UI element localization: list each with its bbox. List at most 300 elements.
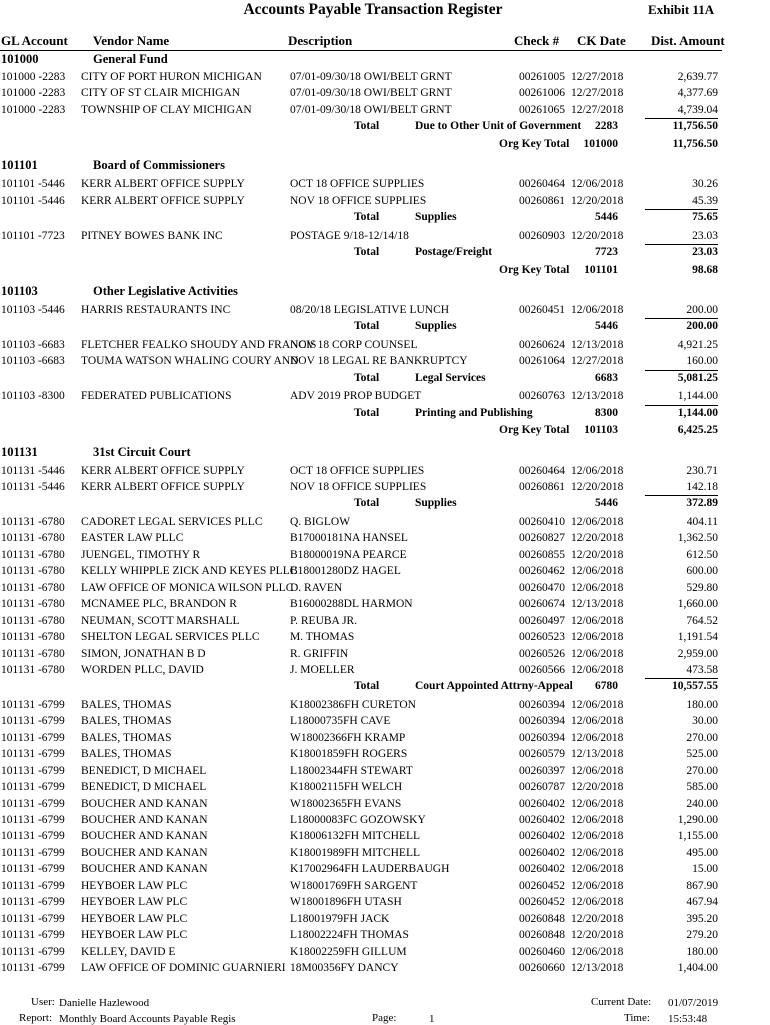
fund-code: 101000 bbox=[1, 52, 39, 66]
col-check: Check # bbox=[514, 33, 560, 48]
vendor-cell: TOUMA WATSON WHALING COURY AND bbox=[81, 355, 299, 368]
vendor-cell: KERR ALBERT OFFICE SUPPLY bbox=[81, 178, 245, 191]
amount-cell: 764.52 bbox=[686, 614, 718, 627]
gl-account-cell: 101131 -6780 bbox=[1, 663, 65, 676]
vendor-cell: BOUCHER AND KANAN bbox=[81, 830, 208, 843]
check-date-cell: 12/20/2018 bbox=[571, 929, 624, 942]
amount-cell: 23.03 bbox=[692, 229, 718, 242]
org-key-amount: 6,425.25 bbox=[677, 424, 718, 437]
report-label: Report: bbox=[19, 1012, 52, 1024]
description-cell: 07/01-09/30/18 OWI/BELT GRNT bbox=[290, 71, 452, 83]
vendor-cell: TOWNSHIP OF CLAY MICHIGAN bbox=[81, 103, 252, 116]
description-cell: K18002386FH CURETON bbox=[290, 698, 416, 711]
total-label: Total bbox=[354, 371, 380, 384]
current-date-label: Current Date: bbox=[591, 996, 652, 1008]
vendor-cell: NEUMAN, SCOTT MARSHALL bbox=[81, 614, 240, 627]
description-cell: B18000019NA PEARCE bbox=[290, 548, 407, 561]
check-number-cell: 00260827 bbox=[519, 532, 565, 545]
amount-cell: 15.00 bbox=[692, 863, 718, 876]
check-number-cell: 00261005 bbox=[519, 71, 565, 83]
vendor-cell: HEYBOER LAW PLC bbox=[81, 912, 188, 925]
gl-account-cell: 101103 -6683 bbox=[1, 338, 65, 351]
exhibit-label: Exhibit 11A bbox=[648, 2, 715, 17]
description-cell: B16000288DL HARMON bbox=[290, 598, 413, 611]
description-cell: W18001769FH SARGENT bbox=[290, 879, 418, 892]
check-number-cell: 00260566 bbox=[519, 663, 565, 676]
vendor-cell: MCNAMEE PLC, BRANDON R bbox=[81, 598, 237, 611]
check-date-cell: 12/06/2018 bbox=[571, 565, 624, 578]
check-number-cell: 00260464 bbox=[519, 464, 565, 477]
table-row bbox=[0, 845, 770, 861]
description-cell: K18002115FH WELCH bbox=[290, 781, 403, 794]
check-number-cell: 00260402 bbox=[519, 863, 565, 876]
org-key-amount: 11,756.50 bbox=[672, 137, 718, 150]
check-date-cell: 12/06/2018 bbox=[571, 464, 624, 477]
gl-account-cell: 101131 -6780 bbox=[1, 565, 65, 578]
gl-account-cell: 101131 -6799 bbox=[1, 748, 65, 761]
description-cell: W18001896FH UTASH bbox=[290, 896, 402, 909]
total-code: 5446 bbox=[595, 497, 618, 510]
table-row bbox=[0, 861, 770, 877]
amount-cell: 180.00 bbox=[686, 698, 718, 711]
description-cell: W18002366FH KRAMP bbox=[290, 731, 406, 744]
total-label: Total bbox=[354, 406, 380, 419]
amount-cell: 404.11 bbox=[686, 515, 718, 528]
vendor-cell: BOUCHER AND KANAN bbox=[81, 797, 208, 810]
amount-cell: 30.26 bbox=[692, 178, 718, 191]
check-date-cell: 12/06/2018 bbox=[571, 698, 624, 711]
description-cell: ADV 2019 PROP BUDGET bbox=[290, 390, 422, 403]
table-row bbox=[0, 779, 770, 795]
check-number-cell: 00260526 bbox=[519, 647, 565, 660]
amount-cell: 160.00 bbox=[686, 355, 718, 368]
check-number-cell: 00260861 bbox=[519, 481, 565, 493]
vendor-cell: HARRIS RESTAURANTS INC bbox=[81, 303, 231, 316]
description-cell: 07/01-09/30/18 OWI/BELT GRNT bbox=[290, 103, 452, 116]
report-title: Accounts Payable Transaction Register bbox=[243, 1, 503, 18]
check-number-cell: 00260579 bbox=[519, 748, 565, 761]
vendor-cell: BENEDICT, D MICHAEL bbox=[81, 764, 207, 777]
check-number-cell: 00260462 bbox=[519, 565, 565, 578]
vendor-cell: BALES, THOMAS bbox=[81, 748, 172, 761]
org-code: 101103 bbox=[1, 283, 38, 298]
check-date-cell: 12/20/2018 bbox=[571, 229, 624, 242]
amount-cell: 279.20 bbox=[686, 929, 718, 942]
check-date-cell: 12/06/2018 bbox=[571, 879, 624, 892]
table-row bbox=[0, 812, 770, 828]
org-name: Other Legislative Activities bbox=[93, 283, 238, 298]
check-date-cell: 12/13/2018 bbox=[571, 748, 624, 761]
check-number-cell: 00260470 bbox=[519, 581, 565, 594]
check-number-cell: 00260394 bbox=[519, 731, 565, 744]
object-total-row bbox=[0, 244, 770, 260]
table-row bbox=[0, 697, 770, 713]
org-key-code: 101101 bbox=[584, 263, 618, 276]
user-label: User: bbox=[31, 996, 55, 1008]
table-row bbox=[0, 302, 770, 318]
check-number-cell: 00260848 bbox=[519, 929, 565, 942]
total-amount: 75.65 bbox=[692, 211, 718, 224]
check-number-cell: 00260660 bbox=[519, 962, 565, 975]
check-number-cell: 00260903 bbox=[519, 229, 565, 242]
description-cell: D. RAVEN bbox=[290, 581, 343, 594]
object-total-row bbox=[0, 318, 770, 334]
table-row bbox=[0, 514, 770, 530]
vendor-cell: KERR ALBERT OFFICE SUPPLY bbox=[81, 464, 245, 477]
amount-cell: 180.00 bbox=[686, 945, 718, 958]
gl-account-cell: 101131 -6799 bbox=[1, 896, 65, 909]
current-time: 15:53:48 bbox=[668, 1013, 708, 1025]
description-cell: P. REUBA JR. bbox=[290, 614, 358, 627]
table-row bbox=[0, 596, 770, 612]
check-date-cell: 12/13/2018 bbox=[571, 962, 624, 975]
gl-account-cell: 101131 -6799 bbox=[1, 929, 65, 942]
table-row bbox=[0, 746, 770, 762]
check-date-cell: 12/06/2018 bbox=[571, 731, 624, 744]
total-code: 6780 bbox=[595, 680, 618, 693]
description-cell: W18002365FH EVANS bbox=[290, 797, 402, 810]
check-date-cell: 12/27/2018 bbox=[571, 355, 624, 368]
total-code: 8300 bbox=[595, 406, 618, 419]
check-date-cell: 12/06/2018 bbox=[571, 846, 624, 859]
check-date-cell: 12/06/2018 bbox=[571, 614, 624, 627]
vendor-cell: EASTER LAW PLLC bbox=[81, 532, 184, 545]
check-number-cell: 00260460 bbox=[519, 945, 565, 958]
gl-account-cell: 101000 -2283 bbox=[1, 103, 66, 116]
description-cell: OCT 18 OFFICE SUPPLIES bbox=[290, 178, 425, 191]
amount-cell: 395.20 bbox=[686, 912, 718, 925]
check-date-cell: 12/06/2018 bbox=[571, 797, 624, 810]
gl-account-cell: 101103 -8300 bbox=[1, 390, 65, 403]
gl-account-cell: 101131 -6799 bbox=[1, 846, 65, 859]
table-row bbox=[0, 69, 770, 85]
check-number-cell: 00260397 bbox=[519, 764, 565, 777]
table-row bbox=[0, 463, 770, 479]
check-number-cell: 00260497 bbox=[519, 614, 565, 627]
check-number-cell: 00260624 bbox=[519, 338, 565, 351]
description-cell: K18001859FH ROGERS bbox=[290, 748, 408, 761]
total-description: Printing and Publishing bbox=[415, 406, 533, 419]
total-label: Total bbox=[354, 120, 380, 133]
gl-account-cell: 101101 -5446 bbox=[1, 178, 65, 191]
check-date-cell: 12/20/2018 bbox=[571, 481, 624, 493]
description-cell: NOV 18 OFFICE SUPPLIES bbox=[290, 194, 427, 207]
table-row bbox=[0, 960, 770, 976]
description-cell: B18001280DZ HAGEL bbox=[290, 565, 401, 578]
total-amount: 372.89 bbox=[686, 497, 718, 510]
org-key-code: 101000 bbox=[583, 137, 618, 150]
check-date-cell: 12/13/2018 bbox=[571, 390, 624, 403]
amount-cell: 270.00 bbox=[686, 731, 718, 744]
check-date-cell: 12/06/2018 bbox=[571, 814, 624, 826]
total-description: Supplies bbox=[415, 320, 457, 333]
amount-cell: 529.80 bbox=[686, 581, 718, 594]
table-row bbox=[0, 353, 770, 369]
description-cell: K18006132FH MITCHELL bbox=[290, 830, 421, 843]
table-row bbox=[0, 530, 770, 546]
check-date-cell: 12/06/2018 bbox=[571, 715, 624, 728]
table-row bbox=[0, 193, 770, 209]
table-row bbox=[0, 547, 770, 563]
check-number-cell: 00260855 bbox=[519, 548, 565, 561]
description-cell: Q. BIGLOW bbox=[290, 515, 351, 528]
vendor-cell: CITY OF ST CLAIR MICHIGAN bbox=[81, 87, 241, 100]
total-code: 5446 bbox=[595, 320, 618, 333]
vendor-cell: KERR ALBERT OFFICE SUPPLY bbox=[81, 194, 245, 207]
check-number-cell: 00261065 bbox=[519, 103, 565, 116]
gl-account-cell: 101000 -2283 bbox=[1, 71, 66, 83]
amount-cell: 612.50 bbox=[686, 548, 718, 561]
col-gl-account: GL Account bbox=[1, 33, 68, 48]
description-cell: NOV 18 OFFICE SUPPLIES bbox=[290, 481, 427, 493]
table-row bbox=[0, 228, 770, 244]
table-row bbox=[0, 102, 770, 118]
check-date-cell: 12/06/2018 bbox=[571, 863, 624, 876]
amount-cell: 1,404.00 bbox=[677, 962, 718, 975]
total-description: Court Appointed Attrny-Appeal bbox=[415, 680, 573, 693]
amount-cell: 142.18 bbox=[686, 481, 718, 493]
amount-cell: 200.00 bbox=[686, 303, 718, 316]
object-total-row bbox=[0, 209, 770, 225]
amount-cell: 1,155.00 bbox=[677, 830, 718, 843]
fund-name: General Fund bbox=[93, 52, 168, 66]
gl-account-cell: 101131 -6799 bbox=[1, 962, 65, 975]
total-description: Supplies bbox=[415, 211, 457, 224]
check-date-cell: 12/13/2018 bbox=[571, 598, 624, 611]
total-amount: 1,144.00 bbox=[677, 406, 718, 419]
vendor-cell: HEYBOER LAW PLC bbox=[81, 879, 188, 892]
amount-cell: 1,191.54 bbox=[677, 631, 718, 644]
col-vendor-name: Vendor Name bbox=[93, 33, 170, 48]
col-ck-date: CK Date bbox=[577, 33, 626, 48]
object-total-row bbox=[0, 495, 770, 511]
gl-account-cell: 101131 -6780 bbox=[1, 614, 65, 627]
org-key-total-row bbox=[0, 262, 770, 278]
description-cell: 08/20/18 LEGISLATIVE LUNCH bbox=[290, 303, 450, 316]
vendor-cell: CITY OF PORT HURON MICHIGAN bbox=[81, 71, 262, 83]
description-cell: OCT 18 OFFICE SUPPLIES bbox=[290, 464, 425, 477]
vendor-cell: WORDEN PLLC, DAVID bbox=[81, 663, 204, 676]
gl-account-cell: 101131 -6799 bbox=[1, 830, 65, 843]
description-cell: 18M00356FY DANCY bbox=[290, 962, 399, 975]
gl-account-cell: 101131 -6799 bbox=[1, 879, 65, 892]
total-code: 5446 bbox=[595, 211, 618, 224]
check-number-cell: 00260410 bbox=[519, 515, 565, 528]
check-number-cell: 00260861 bbox=[519, 194, 565, 207]
total-amount: 23.03 bbox=[692, 246, 718, 259]
org-key-total-label: Org Key Total bbox=[499, 263, 570, 276]
check-number-cell: 00260402 bbox=[519, 846, 565, 859]
total-description: Legal Services bbox=[415, 371, 486, 384]
vendor-cell: KELLEY, DAVID E bbox=[81, 945, 176, 958]
check-date-cell: 12/06/2018 bbox=[571, 764, 624, 777]
gl-account-cell: 101131 -6799 bbox=[1, 945, 65, 958]
gl-account-cell: 101131 -6799 bbox=[1, 731, 65, 744]
org-key-code: 101103 bbox=[584, 424, 618, 437]
amount-cell: 270.00 bbox=[686, 764, 718, 777]
total-code: 6683 bbox=[595, 371, 618, 384]
check-number-cell: 00260402 bbox=[519, 830, 565, 843]
vendor-cell: CADORET LEGAL SERVICES PLLC bbox=[81, 515, 263, 528]
description-cell: M. THOMAS bbox=[290, 631, 355, 644]
amount-cell: 495.00 bbox=[686, 846, 718, 859]
check-date-cell: 12/06/2018 bbox=[571, 663, 624, 676]
description-cell: J. MOELLER bbox=[290, 663, 355, 676]
gl-account-cell: 101131 -6799 bbox=[1, 715, 65, 728]
total-label: Total bbox=[354, 497, 380, 510]
check-number-cell: 00260674 bbox=[519, 598, 565, 611]
total-code: 7723 bbox=[595, 246, 618, 259]
amount-cell: 1,290.00 bbox=[677, 814, 718, 826]
total-label: Total bbox=[354, 246, 380, 259]
description-cell: L18001979FH JACK bbox=[290, 912, 390, 925]
col-description: Description bbox=[288, 33, 353, 48]
description-cell: NOV 18 LEGAL RE BANKRUPTCY bbox=[290, 355, 468, 368]
vendor-cell: PITNEY BOWES BANK INC bbox=[81, 229, 223, 242]
gl-account-cell: 101131 -6780 bbox=[1, 647, 65, 660]
table-row bbox=[0, 828, 770, 844]
check-number-cell: 00260523 bbox=[519, 631, 565, 644]
check-number-cell: 00260402 bbox=[519, 814, 565, 826]
org-key-total-row bbox=[0, 136, 770, 152]
table-row bbox=[0, 713, 770, 729]
gl-account-cell: 101131 -6780 bbox=[1, 515, 65, 528]
description-cell: L18002344FH STEWART bbox=[290, 764, 413, 777]
col-dist-amount: Dist. Amount bbox=[651, 33, 725, 48]
vendor-cell: LAW OFFICE OF DOMINIC GUARNIERI bbox=[81, 962, 286, 975]
amount-cell: 45.39 bbox=[692, 194, 718, 207]
table-row bbox=[0, 911, 770, 927]
amount-cell: 1,144.00 bbox=[677, 390, 718, 403]
page-label: Page: bbox=[372, 1012, 397, 1024]
total-description: Postage/Freight bbox=[415, 246, 493, 259]
check-date-cell: 12/27/2018 bbox=[571, 71, 624, 83]
gl-account-cell: 101103 -6683 bbox=[1, 355, 65, 368]
description-cell: K18001989FH MITCHELL bbox=[290, 846, 421, 859]
check-date-cell: 12/27/2018 bbox=[571, 103, 624, 116]
table-row bbox=[0, 388, 770, 404]
page-number: 1 bbox=[429, 1013, 435, 1025]
org-key-total-row bbox=[0, 422, 770, 438]
check-number-cell: 00260848 bbox=[519, 912, 565, 925]
table-row bbox=[0, 796, 770, 812]
total-description: Supplies bbox=[415, 497, 457, 510]
gl-account-cell: 101131 -6799 bbox=[1, 814, 65, 826]
check-date-cell: 12/06/2018 bbox=[571, 631, 624, 644]
vendor-cell: KELLY WHIPPLE ZICK AND KEYES PLLC bbox=[81, 565, 298, 578]
amount-cell: 467.94 bbox=[686, 896, 718, 909]
description-cell: K17002964FH LAUDERBAUGH bbox=[290, 863, 450, 876]
vendor-cell: FLETCHER FEALKO SHOUDY AND FRANCIS bbox=[81, 338, 317, 351]
user-name: Danielle Hazlewood bbox=[59, 997, 150, 1009]
vendor-cell: SIMON, JONATHAN B D bbox=[81, 647, 206, 660]
check-number-cell: 00260452 bbox=[519, 879, 565, 892]
total-amount: 200.00 bbox=[686, 320, 718, 333]
check-number-cell: 00260452 bbox=[519, 896, 565, 909]
object-total-row bbox=[0, 405, 770, 421]
gl-account-cell: 101131 -6799 bbox=[1, 863, 65, 876]
amount-cell: 230.71 bbox=[686, 464, 718, 477]
amount-cell: 600.00 bbox=[686, 565, 718, 578]
check-date-cell: 12/06/2018 bbox=[571, 515, 624, 528]
table-row bbox=[0, 613, 770, 629]
amount-cell: 585.00 bbox=[686, 781, 718, 794]
check-number-cell: 00260451 bbox=[519, 303, 565, 316]
description-cell: L18000735FH CAVE bbox=[290, 715, 391, 728]
vendor-cell: BENEDICT, D MICHAEL bbox=[81, 781, 207, 794]
table-row bbox=[0, 580, 770, 596]
total-amount: 5,081.25 bbox=[677, 371, 718, 384]
total-label: Total bbox=[354, 680, 380, 693]
gl-account-cell: 101131 -6799 bbox=[1, 797, 65, 810]
org-code: 101131 bbox=[1, 444, 38, 459]
amount-cell: 1,660.00 bbox=[677, 598, 718, 611]
gl-account-cell: 101131 -6780 bbox=[1, 548, 65, 561]
amount-cell: 240.00 bbox=[686, 797, 718, 810]
gl-account-cell: 101131 -6780 bbox=[1, 532, 65, 545]
total-label: Total bbox=[354, 211, 380, 224]
description-cell: L18002224FH THOMAS bbox=[290, 929, 409, 942]
check-date-cell: 12/13/2018 bbox=[571, 338, 624, 351]
check-number-cell: 00260763 bbox=[519, 390, 565, 403]
table-row bbox=[0, 646, 770, 662]
current-date: 01/07/2019 bbox=[668, 997, 719, 1009]
check-number-cell: 00260464 bbox=[519, 178, 565, 191]
amount-cell: 2,959.00 bbox=[677, 647, 718, 660]
time-label: Time: bbox=[624, 1012, 650, 1024]
table-row bbox=[0, 944, 770, 960]
total-label: Total bbox=[354, 320, 380, 333]
org-key-total-label: Org Key Total bbox=[499, 137, 570, 150]
check-date-cell: 12/20/2018 bbox=[571, 912, 624, 925]
check-date-cell: 12/06/2018 bbox=[571, 945, 624, 958]
vendor-cell: BALES, THOMAS bbox=[81, 698, 172, 711]
check-date-cell: 12/20/2018 bbox=[571, 548, 624, 561]
gl-account-cell: 101131 -6799 bbox=[1, 912, 65, 925]
vendor-cell: HEYBOER LAW PLC bbox=[81, 929, 188, 942]
vendor-cell: BOUCHER AND KANAN bbox=[81, 846, 208, 859]
vendor-cell: BOUCHER AND KANAN bbox=[81, 814, 208, 826]
description-cell: B17000181NA HANSEL bbox=[290, 532, 408, 545]
table-row bbox=[0, 563, 770, 579]
description-cell: L18000083FC GOZOWSKY bbox=[290, 814, 426, 826]
total-amount: 10,557.55 bbox=[672, 680, 718, 693]
check-number-cell: 00260402 bbox=[519, 797, 565, 810]
table-row bbox=[0, 927, 770, 943]
check-number-cell: 00261064 bbox=[519, 355, 565, 368]
vendor-cell: LAW OFFICE OF MONICA WILSON PLLC bbox=[81, 581, 294, 594]
org-name: Board of Commissioners bbox=[93, 158, 225, 173]
description-cell: POSTAGE 9/18-12/14/18 bbox=[290, 229, 409, 242]
report-name: Monthly Board Accounts Payable Regis bbox=[59, 1013, 236, 1025]
vendor-cell: HEYBOER LAW PLC bbox=[81, 896, 188, 909]
amount-cell: 867.90 bbox=[686, 879, 718, 892]
description-cell: K18002259FH GILLUM bbox=[290, 945, 407, 958]
check-date-cell: 12/06/2018 bbox=[571, 647, 624, 660]
vendor-cell: FEDERATED PUBLICATIONS bbox=[81, 390, 232, 403]
table-row bbox=[0, 337, 770, 353]
gl-account-cell: 101131 -6780 bbox=[1, 631, 65, 644]
gl-account-cell: 101131 -6780 bbox=[1, 581, 65, 594]
gl-account-cell: 101131 -6799 bbox=[1, 781, 65, 794]
check-number-cell: 00261006 bbox=[519, 87, 565, 100]
check-date-cell: 12/27/2018 bbox=[571, 87, 624, 100]
check-date-cell: 12/20/2018 bbox=[571, 781, 624, 794]
check-date-cell: 12/06/2018 bbox=[571, 830, 624, 843]
gl-account-cell: 101101 -7723 bbox=[1, 229, 65, 242]
vendor-cell: SHELTON LEGAL SERVICES PLLC bbox=[81, 631, 260, 644]
amount-cell: 4,921.25 bbox=[677, 338, 718, 351]
